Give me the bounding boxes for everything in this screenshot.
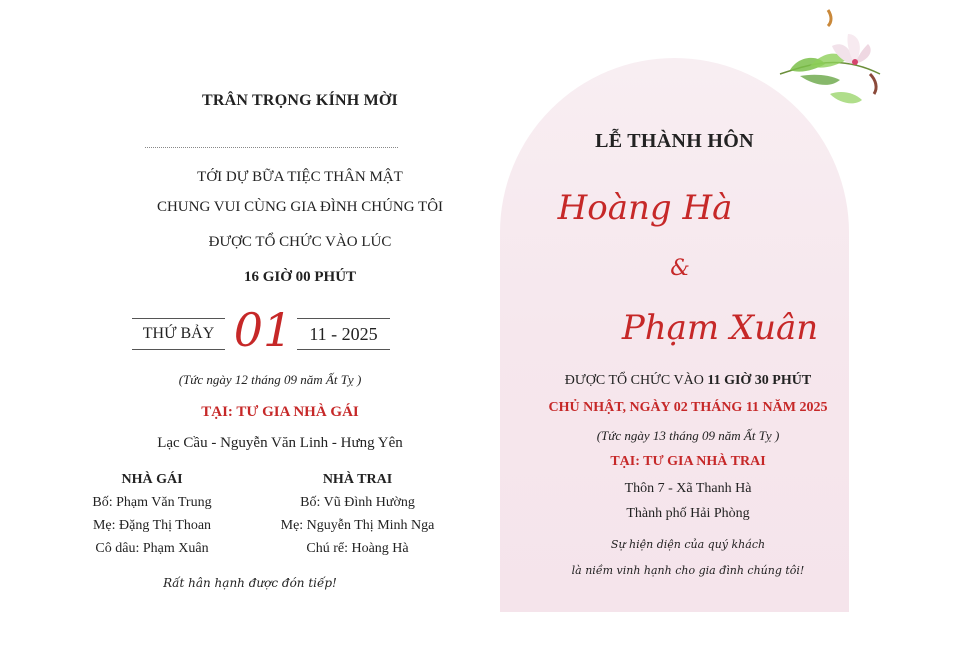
groom-mother: Mẹ: Nguyễn Thị Minh Nga [280, 518, 435, 533]
groom-name-script: Hoàng Hà [557, 188, 733, 228]
address-left: Lạc Cầu - Nguyễn Văn Linh - Hưng Yên [157, 435, 403, 451]
weekday-label: THỨ BẢY [132, 318, 225, 350]
address-right-line1: Thôn 7 - Xã Thanh Hà [624, 481, 752, 496]
closing-right-line1: Sự hiện diện của quý khách [610, 538, 766, 551]
flower-branch-icon [770, 4, 890, 124]
bride-family-block [52, 468, 252, 560]
groom-family-block [250, 468, 465, 560]
bride-name-left: Cô dâu: Phạm Xuân [95, 541, 209, 556]
groom-family-title: NHÀ TRAI [322, 472, 393, 487]
lunar-date-right: (Tức ngày 13 tháng 09 năm Ất Tỵ ) [596, 428, 780, 443]
bride-family-title: NHÀ GÁI [121, 472, 183, 487]
day-number: 01 [233, 303, 293, 357]
dotted-divider [145, 147, 398, 148]
ceremony-time-prefix: ĐƯỢC TỔ CHỨC VÀO [564, 373, 708, 388]
ceremony-time [500, 373, 876, 389]
address-right-line2: Thành phố Hải Phòng [626, 506, 750, 521]
ceremony-date: CHỦ NHẬT, NGÀY 02 THÁNG 11 NĂM 2025 [548, 400, 828, 415]
invite-line-2: CHUNG VUI CÙNG GIA ĐÌNH CHÚNG TÔI [156, 199, 444, 215]
closing-left: Rất hân hạnh được đón tiếp! [163, 576, 337, 590]
ceremony-time-value: 11 GIỜ 30 PHÚT [707, 373, 812, 388]
closing-right-line2: là niềm vinh hạnh cho gia đình chúng tôi! [571, 564, 805, 577]
invite-line-1: TỚI DỰ BỮA TIỆC THÂN MẬT [197, 169, 403, 185]
party-time: 16 GIỜ 00 PHÚT [243, 269, 357, 285]
groom-name-left: Chú rể: Hoàng Hà [306, 541, 409, 556]
invite-line-3: ĐƯỢC TỔ CHỨC VÀO LÚC [208, 234, 392, 250]
ampersand: & [670, 256, 690, 281]
lunar-date-left: (Tức ngày 12 tháng 09 năm Ất Tỵ ) [178, 372, 362, 387]
bride-father: Bố: Phạm Văn Trung [92, 495, 212, 510]
ceremony-title: LỄ THÀNH HÔN [595, 130, 754, 152]
month-year-label: 11 - 2025 [297, 318, 390, 350]
groom-father: Bố: Vũ Đình Hường [300, 495, 415, 510]
bride-mother: Mẹ: Đặng Thị Thoan [92, 518, 212, 533]
invite-heading: TRÂN TRỌNG KÍNH MỜI [202, 92, 398, 109]
venue-left: TẠI: TƯ GIA NHÀ GÁI [201, 404, 359, 420]
venue-right: TẠI: TƯ GIA NHÀ TRAI [610, 454, 766, 469]
bride-name-script: Phạm Xuân [621, 308, 819, 348]
